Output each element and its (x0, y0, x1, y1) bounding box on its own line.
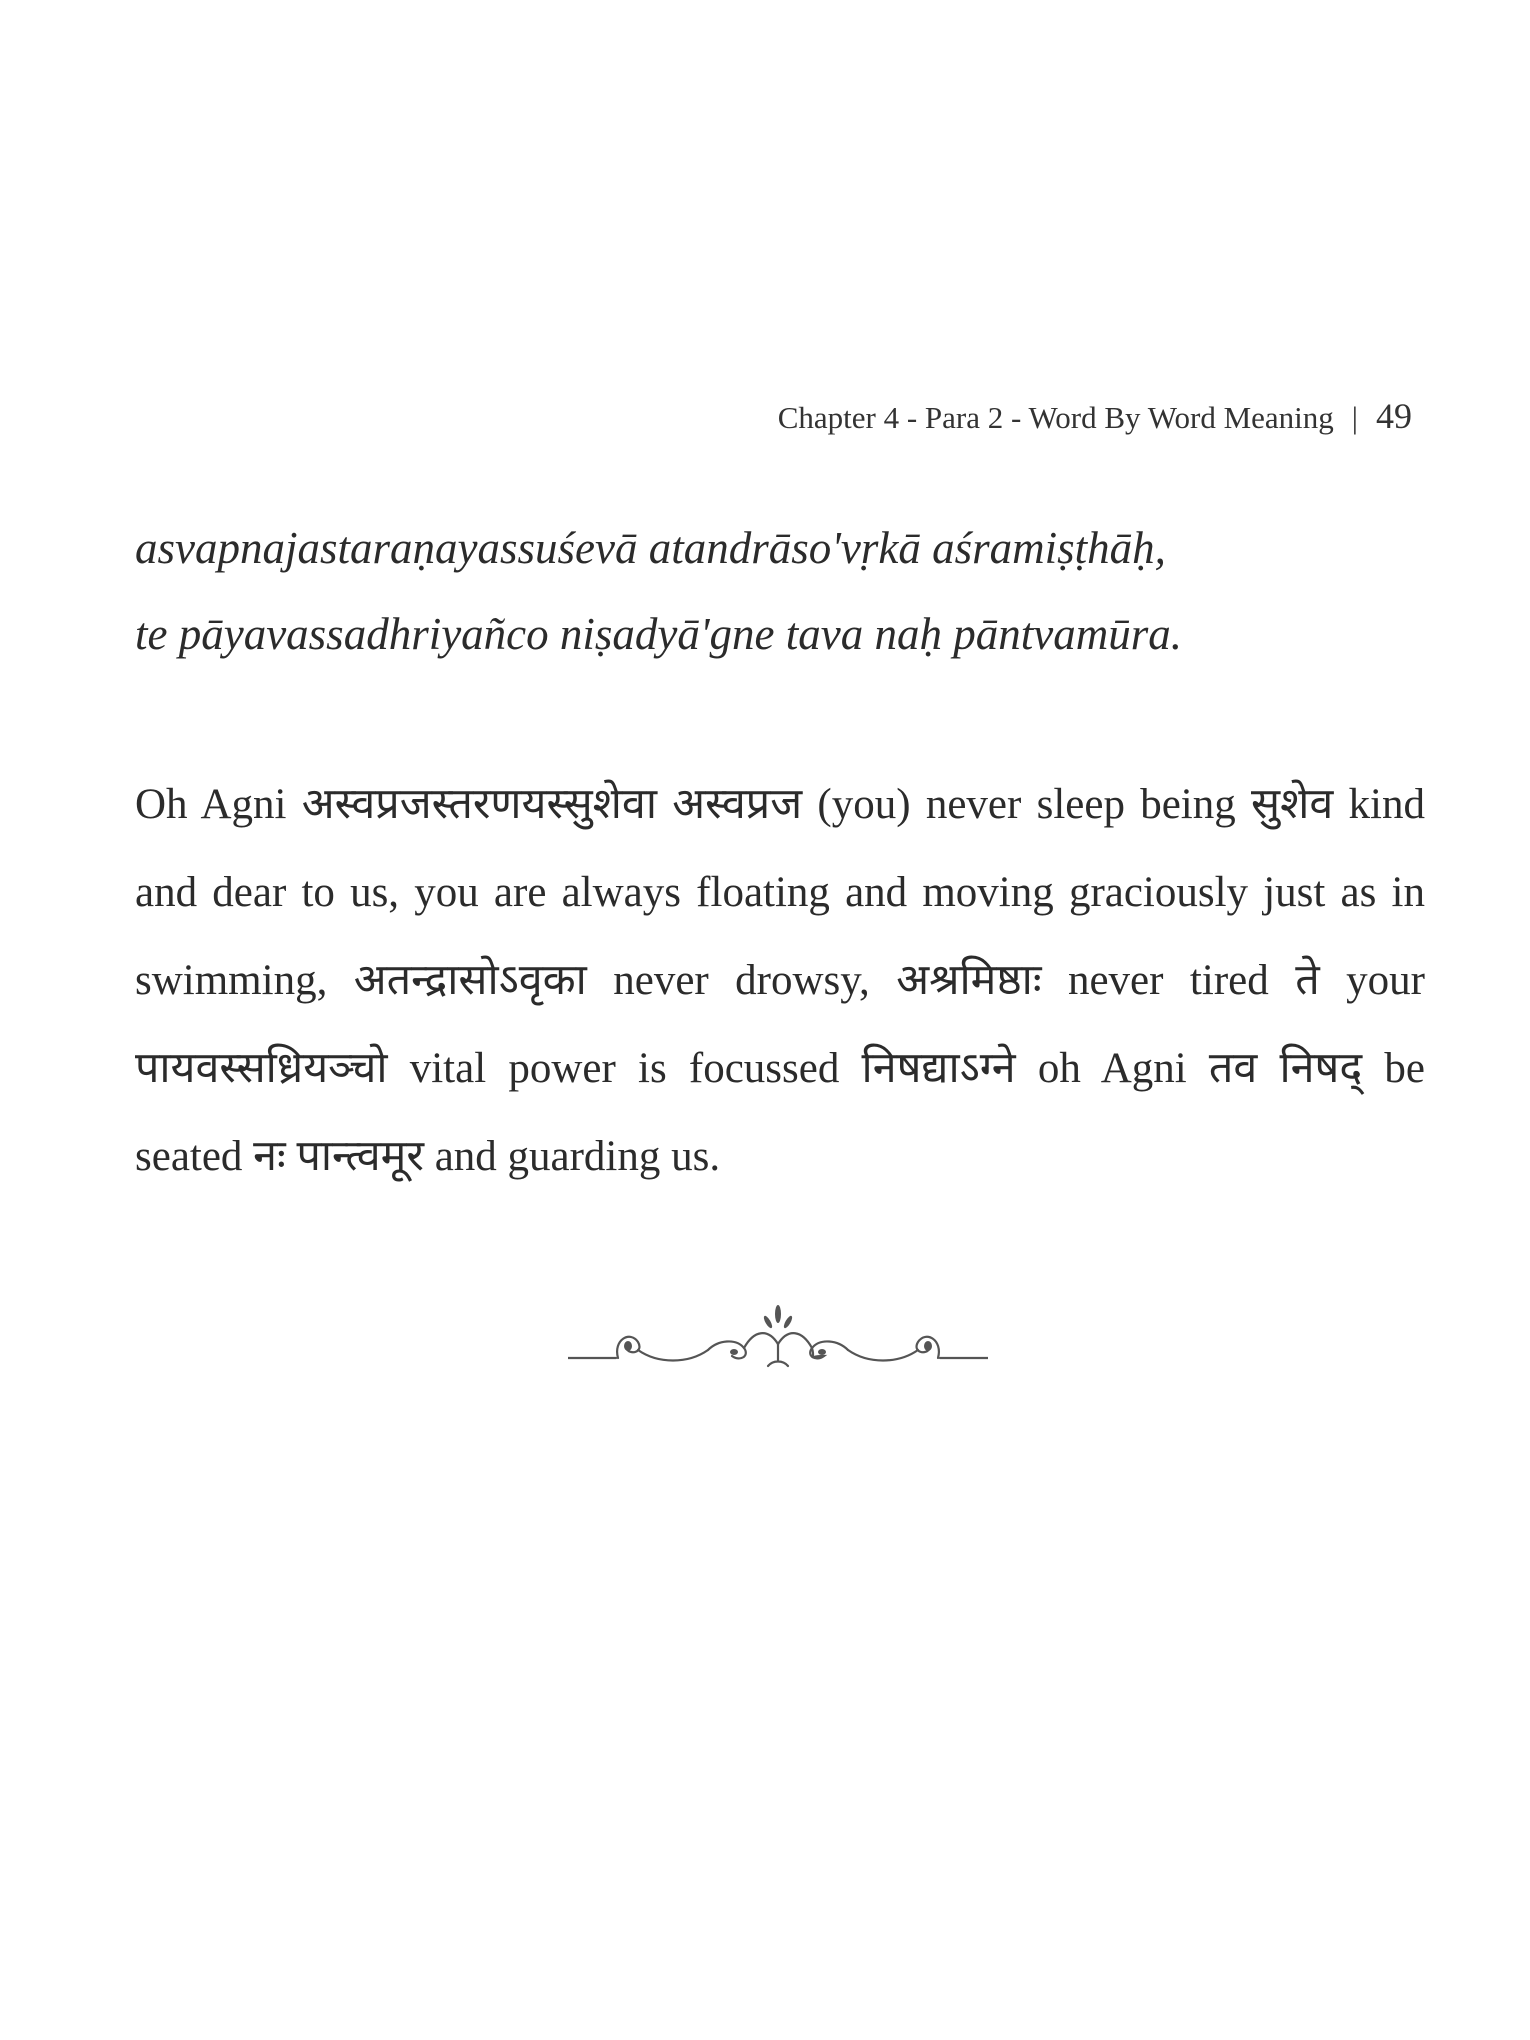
verse-line-1: asvapnajastaraṇayassuśevā atandrāso'vṛkā aśramiṣṭhāḥ, (135, 523, 1166, 573)
transliterated-verse (135, 505, 1425, 677)
floral-divider-icon (568, 1300, 988, 1390)
word-meaning-paragraph: Oh Agni अस्वप्रजस्तरणयस्सुशेवा अस्वप्रज (you) never sleep being सुशेव kind and dear to us, you are always floating and moving graciously just as in swimming, अतन्द्रासोऽवृका never drowsy, अश्रमिष्ठाः never tired ते your पायवस्सध्रियञ्चो vital power is focussed निषद्याऽग्ने oh Agni तव निषद् be seated नः पान्त्वमूर and guarding us. (135, 781, 1425, 1180)
verse-line-2: te pāyavassadhriyañco niṣadyā'gne tava naḥ pāntvamūra. (135, 609, 1182, 659)
running-header (778, 395, 1412, 437)
header-separator: | (1351, 400, 1358, 435)
page-number: 49 (1376, 396, 1412, 436)
running-title: Chapter 4 - Para 2 - Word By Word Meaning (777, 400, 1334, 435)
